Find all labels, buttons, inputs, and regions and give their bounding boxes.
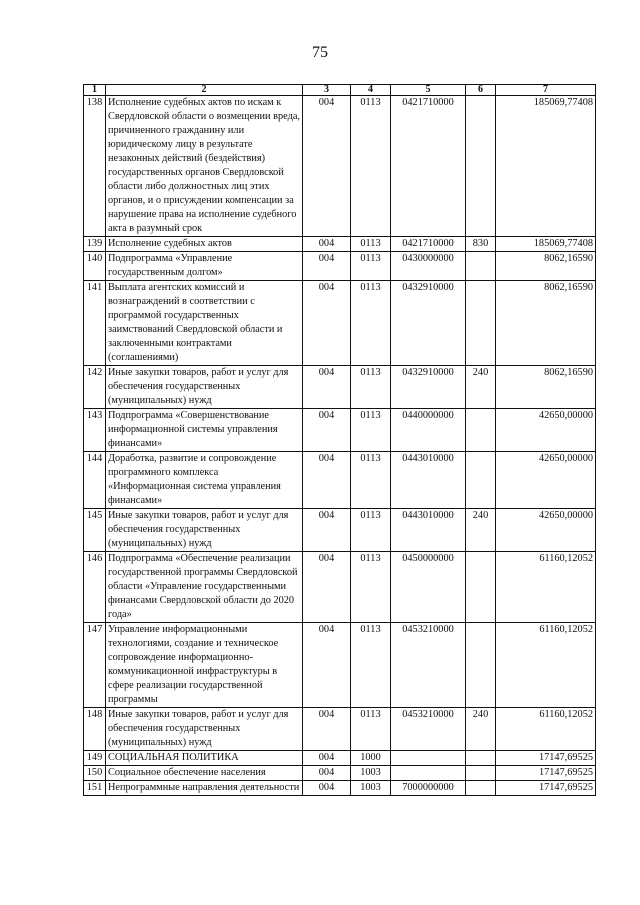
row-code-gov: 004: [303, 751, 351, 766]
row-code-target: 0450000000: [391, 552, 466, 623]
row-code-type: [466, 452, 496, 509]
row-code-gov: 004: [303, 766, 351, 781]
row-code-section: 0113: [351, 509, 391, 552]
row-code-section: 0113: [351, 452, 391, 509]
row-code-section: 0113: [351, 623, 391, 708]
row-code-gov: 004: [303, 366, 351, 409]
row-code-target: 7000000000: [391, 781, 466, 796]
row-name: Подпрограмма «Совершенствование информационной системы управления финансами»: [106, 409, 303, 452]
row-amount: 42650,00000: [496, 409, 596, 452]
row-number: 148: [84, 708, 106, 751]
row-code-target: 0432910000: [391, 281, 466, 366]
row-code-type: 830: [466, 237, 496, 252]
row-code-section: 1003: [351, 766, 391, 781]
row-number: 147: [84, 623, 106, 708]
row-name: Иные закупки товаров, работ и услуг для обеспечения государственных (муниципальных) нужд: [106, 509, 303, 552]
row-amount: 42650,00000: [496, 452, 596, 509]
table-row: [84, 281, 596, 366]
row-number: 138: [84, 96, 106, 237]
table-row: [84, 509, 596, 552]
header-cell: 3: [303, 85, 351, 96]
header-cell: 7: [496, 85, 596, 96]
row-code-section: 0113: [351, 409, 391, 452]
row-name: Исполнение судебных актов по искам к Свердловской области о возмещении вреда, причиненного гражданину или юридическому лицу в результате незаконных действий (бездействия) государственных органов Свердловской области либо должностных лиц этих органов, и о присуждении компенсации за нарушение права на исполнение судебного акта в разумный срок: [106, 96, 303, 237]
row-number: 139: [84, 237, 106, 252]
row-code-section: 0113: [351, 366, 391, 409]
row-code-type: 240: [466, 366, 496, 409]
row-number: 145: [84, 509, 106, 552]
row-amount: 17147,69525: [496, 751, 596, 766]
row-name: Управление информационными технологиями, создание и техническое сопровождение информационно-коммуникационной инфраструктуры в сфере реализации государственной программы: [106, 623, 303, 708]
table-row: [84, 766, 596, 781]
header-cell: 5: [391, 85, 466, 96]
row-number: 140: [84, 252, 106, 281]
row-code-gov: 004: [303, 252, 351, 281]
row-name: Выплата агентских комиссий и вознаграждений в соответствии с программой государственных заимствований Свердловской области и заключенными контрактами (соглашениями): [106, 281, 303, 366]
row-name: Социальное обеспечение населения: [106, 766, 303, 781]
header-cell: 6: [466, 85, 496, 96]
row-code-type: [466, 623, 496, 708]
header-cell: 2: [106, 85, 303, 96]
row-name: Иные закупки товаров, работ и услуг для обеспечения государственных (муниципальных) нужд: [106, 366, 303, 409]
row-code-section: 0113: [351, 252, 391, 281]
row-code-target: 0453210000: [391, 708, 466, 751]
row-code-gov: 004: [303, 452, 351, 509]
row-code-section: 1003: [351, 781, 391, 796]
row-amount: 185069,77408: [496, 237, 596, 252]
row-name: Иные закупки товаров, работ и услуг для обеспечения государственных (муниципальных) нужд: [106, 708, 303, 751]
row-code-target: 0440000000: [391, 409, 466, 452]
table-row: [84, 751, 596, 766]
row-code-target: 0443010000: [391, 509, 466, 552]
row-code-section: 0113: [351, 552, 391, 623]
row-name: Подпрограмма «Управление государственным долгом»: [106, 252, 303, 281]
row-code-gov: 004: [303, 96, 351, 237]
row-number: 144: [84, 452, 106, 509]
row-code-type: [466, 281, 496, 366]
row-amount: 185069,77408: [496, 96, 596, 237]
row-code-target: [391, 766, 466, 781]
row-amount: 8062,16590: [496, 281, 596, 366]
row-code-gov: 004: [303, 281, 351, 366]
row-code-type: [466, 781, 496, 796]
row-amount: 17147,69525: [496, 766, 596, 781]
row-number: 146: [84, 552, 106, 623]
row-amount: 61160,12052: [496, 708, 596, 751]
row-code-type: [466, 552, 496, 623]
row-amount: 17147,69525: [496, 781, 596, 796]
table-row: [84, 96, 596, 237]
table-row: [84, 366, 596, 409]
table-row: [84, 409, 596, 452]
row-code-section: 0113: [351, 96, 391, 237]
row-name: Подпрограмма «Обеспечение реализации государственной программы Свердловской области «Управление государственными финансами Свердловской области до 2020 года»: [106, 552, 303, 623]
row-code-target: 0443010000: [391, 452, 466, 509]
row-code-gov: 004: [303, 237, 351, 252]
row-code-target: 0430000000: [391, 252, 466, 281]
row-code-gov: 004: [303, 623, 351, 708]
header-cell: 4: [351, 85, 391, 96]
row-code-type: [466, 252, 496, 281]
table-row: [84, 623, 596, 708]
row-code-type: [466, 96, 496, 237]
row-code-section: 0113: [351, 237, 391, 252]
row-code-type: [466, 766, 496, 781]
header-row: [84, 85, 596, 96]
row-code-section: 1000: [351, 751, 391, 766]
row-code-target: [391, 751, 466, 766]
row-amount: 61160,12052: [496, 623, 596, 708]
row-name: Исполнение судебных актов: [106, 237, 303, 252]
row-code-target: 0432910000: [391, 366, 466, 409]
row-code-type: 240: [466, 708, 496, 751]
table-row: [84, 452, 596, 509]
table-row: [84, 252, 596, 281]
row-code-target: 0453210000: [391, 623, 466, 708]
budget-table: [83, 84, 596, 796]
row-code-gov: 004: [303, 509, 351, 552]
table-row: [84, 237, 596, 252]
row-amount: 61160,12052: [496, 552, 596, 623]
row-code-type: [466, 751, 496, 766]
table-row: [84, 781, 596, 796]
row-number: 149: [84, 751, 106, 766]
row-code-gov: 004: [303, 409, 351, 452]
header-cell: 1: [84, 85, 106, 96]
row-code-gov: 004: [303, 781, 351, 796]
row-number: 150: [84, 766, 106, 781]
row-code-target: 0421710000: [391, 237, 466, 252]
row-amount: 8062,16590: [496, 252, 596, 281]
table-row: [84, 552, 596, 623]
row-code-gov: 004: [303, 552, 351, 623]
row-number: 142: [84, 366, 106, 409]
row-code-gov: 004: [303, 708, 351, 751]
row-amount: 8062,16590: [496, 366, 596, 409]
row-name: Непрограммные направления деятельности: [106, 781, 303, 796]
row-code-section: 0113: [351, 281, 391, 366]
row-code-type: 240: [466, 509, 496, 552]
row-name: СОЦИАЛЬНАЯ ПОЛИТИКА: [106, 751, 303, 766]
row-amount: 42650,00000: [496, 509, 596, 552]
table-row: [84, 708, 596, 751]
row-name: Доработка, развитие и сопровождение программного комплекса «Информационная система управления финансами»: [106, 452, 303, 509]
row-number: 143: [84, 409, 106, 452]
row-number: 151: [84, 781, 106, 796]
row-number: 141: [84, 281, 106, 366]
page-number: 75: [312, 44, 328, 61]
row-code-target: 0421710000: [391, 96, 466, 237]
row-code-type: [466, 409, 496, 452]
row-code-section: 0113: [351, 708, 391, 751]
